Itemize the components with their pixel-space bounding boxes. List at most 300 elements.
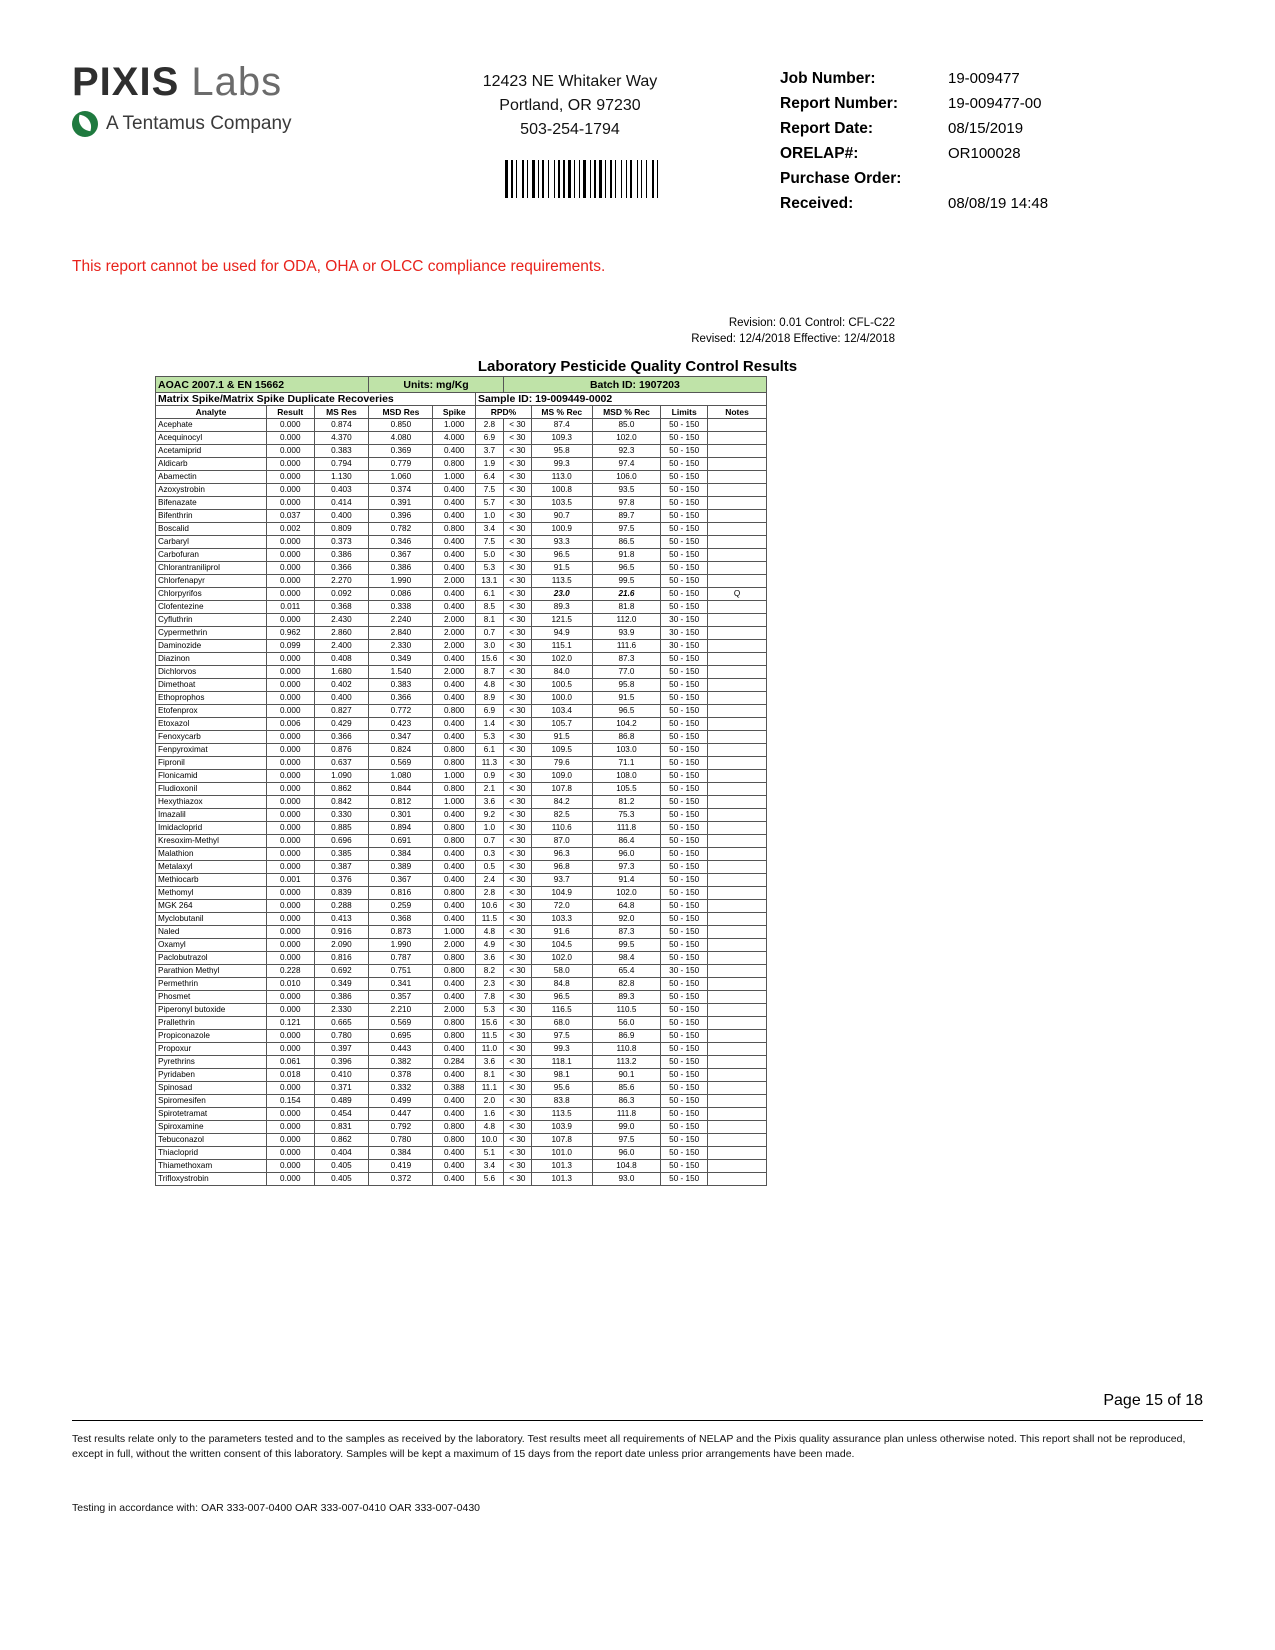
analyte-name: Fludioxonil bbox=[156, 783, 267, 796]
logo-tagline: A Tentamus Company bbox=[106, 113, 292, 134]
cell-value: 0.809 bbox=[314, 523, 369, 536]
cell-value: 0.383 bbox=[369, 679, 433, 692]
cell-value bbox=[708, 913, 767, 926]
cell-value: 50 - 150 bbox=[661, 861, 708, 874]
cell-value bbox=[708, 536, 767, 549]
cell-value: 0.338 bbox=[369, 601, 433, 614]
cell-value: 68.0 bbox=[531, 1017, 592, 1030]
cell-value: 58.0 bbox=[531, 965, 592, 978]
cell-value bbox=[708, 1082, 767, 1095]
table-row bbox=[156, 1030, 767, 1043]
cell-value bbox=[708, 835, 767, 848]
footer-testing-standards: Testing in accordance with: OAR 333-007-0400 OAR 333-007-0410 OAR 333-007-0430 bbox=[72, 1502, 480, 1514]
logo-wordmark bbox=[72, 60, 372, 105]
cell-value bbox=[708, 770, 767, 783]
cell-value: 91.5 bbox=[531, 731, 592, 744]
cell-value: < 30 bbox=[503, 627, 531, 640]
analyte-name: Prallethrin bbox=[156, 1017, 267, 1030]
cell-value: 103.3 bbox=[531, 913, 592, 926]
cell-value: < 30 bbox=[503, 471, 531, 484]
cell-value: 113.5 bbox=[531, 1108, 592, 1121]
cell-value: 0.400 bbox=[433, 484, 476, 497]
cell-value: 0.779 bbox=[369, 458, 433, 471]
cell-value: 0.400 bbox=[433, 510, 476, 523]
cell-value: 0.410 bbox=[314, 1069, 369, 1082]
table-row bbox=[156, 679, 767, 692]
cell-value: < 30 bbox=[503, 861, 531, 874]
analyte-name: Spiromesifen bbox=[156, 1095, 267, 1108]
cell-value: 0.000 bbox=[267, 484, 315, 497]
cell-value bbox=[708, 1134, 767, 1147]
analyte-name: Trifloxystrobin bbox=[156, 1173, 267, 1186]
meta-row-report-number bbox=[780, 95, 1210, 113]
cell-value bbox=[708, 1095, 767, 1108]
cell-value: 96.5 bbox=[531, 549, 592, 562]
cell-value: 56.0 bbox=[592, 1017, 661, 1030]
cell-value: 50 - 150 bbox=[661, 1121, 708, 1134]
cell-value: 0.388 bbox=[433, 1082, 476, 1095]
cell-value: 0.400 bbox=[433, 445, 476, 458]
cell-value: 0.367 bbox=[369, 874, 433, 887]
cell-value: 0.000 bbox=[267, 1030, 315, 1043]
meta-row-orelap bbox=[780, 145, 1210, 163]
cell-value: 0.349 bbox=[369, 653, 433, 666]
table-row bbox=[156, 939, 767, 952]
cell-value: < 30 bbox=[503, 523, 531, 536]
cell-value: 50 - 150 bbox=[661, 1082, 708, 1095]
cell-value: 102.0 bbox=[531, 653, 592, 666]
cell-value: 8.5 bbox=[475, 601, 503, 614]
cell-value: < 30 bbox=[503, 718, 531, 731]
cell-value: 86.9 bbox=[592, 1030, 661, 1043]
cell-value: 0.000 bbox=[267, 614, 315, 627]
cell-value: 1.990 bbox=[369, 939, 433, 952]
table-row bbox=[156, 1017, 767, 1030]
cell-value: 3.6 bbox=[475, 796, 503, 809]
company-logo bbox=[72, 60, 372, 137]
cell-value: 0.862 bbox=[314, 783, 369, 796]
cell-value: 0.386 bbox=[314, 991, 369, 1004]
cell-value: < 30 bbox=[503, 588, 531, 601]
address-line-1: 12423 NE Whitaker Way bbox=[482, 73, 658, 90]
cell-value bbox=[708, 601, 767, 614]
cell-value: 87.3 bbox=[592, 653, 661, 666]
compliance-notice: This report cannot be used for ODA, OHA or OLCC compliance requirements. bbox=[72, 258, 606, 275]
cell-value: 0.386 bbox=[369, 562, 433, 575]
cell-value: 0.873 bbox=[369, 926, 433, 939]
table-row bbox=[156, 1069, 767, 1082]
cell-value: 0.800 bbox=[433, 965, 476, 978]
cell-value: 0.844 bbox=[369, 783, 433, 796]
cell-value: 0.404 bbox=[314, 1147, 369, 1160]
table-header-row bbox=[156, 406, 767, 419]
table-title: Laboratory Pesticide Quality Control Results bbox=[477, 358, 798, 375]
cell-value: 5.6 bbox=[475, 1173, 503, 1186]
table-row bbox=[156, 1147, 767, 1160]
cell-value: 91.4 bbox=[592, 874, 661, 887]
cell-value: 0.800 bbox=[433, 1134, 476, 1147]
cell-value: 81.8 bbox=[592, 601, 661, 614]
cell-value bbox=[708, 562, 767, 575]
table-subband-row bbox=[156, 393, 767, 406]
cell-value: 1.540 bbox=[369, 666, 433, 679]
cell-value: 115.1 bbox=[531, 640, 592, 653]
meta-label: ORELAP#: bbox=[780, 145, 859, 162]
cell-value: 0.397 bbox=[314, 1043, 369, 1056]
cell-value: 0.391 bbox=[369, 497, 433, 510]
meta-value: 08/08/19 14:48 bbox=[948, 195, 1049, 212]
cell-value: 0.400 bbox=[433, 718, 476, 731]
cell-value bbox=[708, 445, 767, 458]
cell-value bbox=[708, 822, 767, 835]
cell-value: 9.2 bbox=[475, 809, 503, 822]
cell-value: 0.000 bbox=[267, 536, 315, 549]
cell-value: 0.400 bbox=[433, 809, 476, 822]
cell-value: 0.010 bbox=[267, 978, 315, 991]
cell-value: 2.000 bbox=[433, 939, 476, 952]
cell-value: 0.400 bbox=[433, 497, 476, 510]
cell-value: 1.680 bbox=[314, 666, 369, 679]
cell-value: 0.569 bbox=[369, 1017, 433, 1030]
cell-value bbox=[708, 471, 767, 484]
cell-value: 0.800 bbox=[433, 952, 476, 965]
cell-value: 0.301 bbox=[369, 809, 433, 822]
cell-value: 0.000 bbox=[267, 445, 315, 458]
cell-value: < 30 bbox=[503, 549, 531, 562]
cell-value: 30 - 150 bbox=[661, 965, 708, 978]
cell-value bbox=[708, 874, 767, 887]
analyte-name: Spirotetramat bbox=[156, 1108, 267, 1121]
cell-value: 0.000 bbox=[267, 809, 315, 822]
cell-value: 7.5 bbox=[475, 536, 503, 549]
cell-value: 50 - 150 bbox=[661, 419, 708, 432]
column-header-ms-res: MS Res bbox=[314, 406, 369, 419]
footer-disclaimer: Test results relate only to the parameters tested and to the samples as received by the laboratory. Test results meet all requirements of NELAP and the Pixis quality assurance plan unless otherwise noted. This report shall not be reproduced, except in full, without the written consent of this laboratory. Samples will be kept a maximum of 15 days from the report date unless prior arrangements have been made. bbox=[72, 1433, 1186, 1461]
cell-value: 50 - 150 bbox=[661, 718, 708, 731]
cell-value: 103.0 bbox=[592, 744, 661, 757]
cell-value: 0.429 bbox=[314, 718, 369, 731]
cell-value: 0.000 bbox=[267, 731, 315, 744]
analyte-name: Spinosad bbox=[156, 1082, 267, 1095]
analyte-name: Pyridaben bbox=[156, 1069, 267, 1082]
cell-value: 0.9 bbox=[475, 770, 503, 783]
analyte-name: Spiroxamine bbox=[156, 1121, 267, 1134]
address-line-2: Portland, OR 97230 bbox=[499, 97, 641, 114]
cell-value bbox=[708, 627, 767, 640]
cell-value bbox=[708, 1069, 767, 1082]
cell-value: 0.000 bbox=[267, 848, 315, 861]
cell-value: 50 - 150 bbox=[661, 1017, 708, 1030]
cell-value: 2.400 bbox=[314, 640, 369, 653]
cell-value: 50 - 150 bbox=[661, 1043, 708, 1056]
cell-value: 0.400 bbox=[433, 913, 476, 926]
cell-value: 11.3 bbox=[475, 757, 503, 770]
table-row bbox=[156, 1108, 767, 1121]
cell-value: 96.8 bbox=[531, 861, 592, 874]
barcode-bar bbox=[626, 160, 627, 198]
cell-value: < 30 bbox=[503, 601, 531, 614]
cell-value: 111.8 bbox=[592, 1108, 661, 1121]
cell-value: < 30 bbox=[503, 939, 531, 952]
column-header-notes: Notes bbox=[708, 406, 767, 419]
cell-value: 110.6 bbox=[531, 822, 592, 835]
cell-value bbox=[708, 952, 767, 965]
cell-value: 0.000 bbox=[267, 562, 315, 575]
cell-value: 90.1 bbox=[592, 1069, 661, 1082]
table-row bbox=[156, 510, 767, 523]
cell-value: 0.092 bbox=[314, 588, 369, 601]
cell-value: 0.800 bbox=[433, 1030, 476, 1043]
cell-value: 95.8 bbox=[531, 445, 592, 458]
cell-value bbox=[708, 1043, 767, 1056]
cell-value: 107.8 bbox=[531, 783, 592, 796]
cell-value: < 30 bbox=[503, 1160, 531, 1173]
barcode-bar bbox=[652, 160, 654, 198]
cell-value: < 30 bbox=[503, 848, 531, 861]
analyte-name: Bifenthrin bbox=[156, 510, 267, 523]
cell-value: 0.086 bbox=[369, 588, 433, 601]
barcode-bar bbox=[542, 160, 544, 198]
cell-value: 99.0 bbox=[592, 1121, 661, 1134]
column-header-rpd-: RPD% bbox=[475, 406, 531, 419]
cell-value: 50 - 150 bbox=[661, 562, 708, 575]
cell-value: 0.000 bbox=[267, 471, 315, 484]
cell-value: 0.400 bbox=[433, 731, 476, 744]
cell-value: 50 - 150 bbox=[661, 1056, 708, 1069]
cell-value: 112.0 bbox=[592, 614, 661, 627]
cell-value: 97.4 bbox=[592, 458, 661, 471]
cell-value: 64.8 bbox=[592, 900, 661, 913]
cell-value: 11.1 bbox=[475, 1082, 503, 1095]
cell-value: 92.0 bbox=[592, 913, 661, 926]
analyte-name: Etoxazol bbox=[156, 718, 267, 731]
cell-value: < 30 bbox=[503, 1069, 531, 1082]
cell-value bbox=[708, 1017, 767, 1030]
revision-line-1: Revision: 0.01 Control: CFL-C22 bbox=[728, 317, 895, 329]
cell-value bbox=[708, 549, 767, 562]
cell-value: 4.000 bbox=[433, 432, 476, 445]
table-row bbox=[156, 1082, 767, 1095]
cell-value: 50 - 150 bbox=[661, 939, 708, 952]
cell-value: < 30 bbox=[503, 991, 531, 1004]
cell-value: 0.794 bbox=[314, 458, 369, 471]
table-row bbox=[156, 822, 767, 835]
cell-value: 0.414 bbox=[314, 497, 369, 510]
barcode-bar bbox=[548, 160, 549, 198]
table-row bbox=[156, 796, 767, 809]
analyte-name: Carbofuran bbox=[156, 549, 267, 562]
table-row bbox=[156, 588, 767, 601]
cell-value: 50 - 150 bbox=[661, 497, 708, 510]
cell-value: 2.860 bbox=[314, 627, 369, 640]
cell-value: 85.6 bbox=[592, 1082, 661, 1095]
cell-value bbox=[708, 523, 767, 536]
cell-value: 0.423 bbox=[369, 718, 433, 731]
barcode-bar bbox=[630, 160, 632, 198]
cell-value: 97.3 bbox=[592, 861, 661, 874]
table-row bbox=[156, 614, 767, 627]
cell-value: 0.288 bbox=[314, 900, 369, 913]
cell-value: 0.000 bbox=[267, 783, 315, 796]
cell-value: 92.3 bbox=[592, 445, 661, 458]
cell-value: < 30 bbox=[503, 835, 531, 848]
cell-value: 0.000 bbox=[267, 575, 315, 588]
cell-value: 3.6 bbox=[475, 952, 503, 965]
cell-value: 95.6 bbox=[531, 1082, 592, 1095]
table-row bbox=[156, 718, 767, 731]
cell-value: 96.0 bbox=[592, 848, 661, 861]
cell-value: 0.850 bbox=[369, 419, 433, 432]
cell-value: 0.800 bbox=[433, 783, 476, 796]
analyte-name: Methomyl bbox=[156, 887, 267, 900]
analyte-name: Ethoprophos bbox=[156, 692, 267, 705]
cell-value: 0.5 bbox=[475, 861, 503, 874]
cell-value: 79.6 bbox=[531, 757, 592, 770]
cell-value: 109.5 bbox=[531, 744, 592, 757]
cell-value: 110.8 bbox=[592, 1043, 661, 1056]
barcode-bar bbox=[558, 160, 560, 198]
cell-value: 91.5 bbox=[531, 562, 592, 575]
cell-value: 1.060 bbox=[369, 471, 433, 484]
cell-value: 6.9 bbox=[475, 432, 503, 445]
analyte-name: Kresoxim-Methyl bbox=[156, 835, 267, 848]
cell-value bbox=[708, 1030, 767, 1043]
cell-value: 0.400 bbox=[433, 1069, 476, 1082]
barcode-bar bbox=[579, 160, 580, 198]
cell-value: < 30 bbox=[503, 978, 531, 991]
table-row bbox=[156, 601, 767, 614]
cell-value bbox=[708, 887, 767, 900]
cell-value: 50 - 150 bbox=[661, 1108, 708, 1121]
table-row bbox=[156, 965, 767, 978]
cell-value: 50 - 150 bbox=[661, 952, 708, 965]
cell-value: 2.8 bbox=[475, 887, 503, 900]
cell-value: 10.0 bbox=[475, 1134, 503, 1147]
cell-value: 90.7 bbox=[531, 510, 592, 523]
meta-label: Purchase Order: bbox=[780, 170, 902, 187]
cell-value: 0.400 bbox=[314, 692, 369, 705]
cell-value: 121.5 bbox=[531, 614, 592, 627]
analyte-name: Hexythiazox bbox=[156, 796, 267, 809]
cell-value: 2.000 bbox=[433, 640, 476, 653]
cell-value: 50 - 150 bbox=[661, 835, 708, 848]
cell-value: 1.090 bbox=[314, 770, 369, 783]
cell-value: 5.7 bbox=[475, 497, 503, 510]
meta-label: Job Number: bbox=[780, 70, 876, 87]
cell-value: 2.000 bbox=[433, 627, 476, 640]
cell-value: 96.5 bbox=[592, 705, 661, 718]
cell-value bbox=[708, 666, 767, 679]
cell-value: 0.284 bbox=[433, 1056, 476, 1069]
cell-value: 0.011 bbox=[267, 601, 315, 614]
cell-value: 104.2 bbox=[592, 718, 661, 731]
cell-value: 2.3 bbox=[475, 978, 503, 991]
cell-value: 0.831 bbox=[314, 1121, 369, 1134]
analyte-name: Carbaryl bbox=[156, 536, 267, 549]
cell-value: 50 - 150 bbox=[661, 822, 708, 835]
cell-value: 0.816 bbox=[314, 952, 369, 965]
cell-value: 3.6 bbox=[475, 1056, 503, 1069]
cell-value: 4.080 bbox=[369, 432, 433, 445]
cell-value: 50 - 150 bbox=[661, 874, 708, 887]
cell-value: 0.812 bbox=[369, 796, 433, 809]
cell-value: < 30 bbox=[503, 783, 531, 796]
cell-value: 97.5 bbox=[592, 1134, 661, 1147]
barcode-bar bbox=[594, 160, 596, 198]
barcode-bar bbox=[538, 160, 539, 198]
cell-value: 71.1 bbox=[592, 757, 661, 770]
analyte-name: Clofentezine bbox=[156, 601, 267, 614]
cell-value: 0.692 bbox=[314, 965, 369, 978]
cell-value: 0.400 bbox=[433, 848, 476, 861]
cell-value: 75.3 bbox=[592, 809, 661, 822]
cell-value bbox=[708, 1056, 767, 1069]
meta-value: 08/15/2019 bbox=[948, 120, 1024, 137]
analyte-name: Malathion bbox=[156, 848, 267, 861]
cell-value: 1.0 bbox=[475, 510, 503, 523]
cell-value: < 30 bbox=[503, 458, 531, 471]
cell-value: 4.9 bbox=[475, 939, 503, 952]
cell-value: 0.061 bbox=[267, 1056, 315, 1069]
cell-value: 0.862 bbox=[314, 1134, 369, 1147]
cell-value: 0.366 bbox=[314, 731, 369, 744]
cell-value: 0.696 bbox=[314, 835, 369, 848]
analyte-name: Azoxystrobin bbox=[156, 484, 267, 497]
cell-value: 0.000 bbox=[267, 1004, 315, 1017]
cell-value bbox=[708, 1160, 767, 1173]
analyte-name: Pyrethrins bbox=[156, 1056, 267, 1069]
cell-value: 50 - 150 bbox=[661, 549, 708, 562]
cell-value: 86.4 bbox=[592, 835, 661, 848]
cell-value: 1.9 bbox=[475, 458, 503, 471]
cell-value: 0.787 bbox=[369, 952, 433, 965]
table-row bbox=[156, 783, 767, 796]
analyte-name: Thiamethoxam bbox=[156, 1160, 267, 1173]
table-row bbox=[156, 523, 767, 536]
cell-value: 2.8 bbox=[475, 419, 503, 432]
table-row bbox=[156, 536, 767, 549]
cell-value: 0.000 bbox=[267, 588, 315, 601]
cell-value: < 30 bbox=[503, 1082, 531, 1095]
table-row bbox=[156, 1160, 767, 1173]
cell-value: 0.454 bbox=[314, 1108, 369, 1121]
table-row bbox=[156, 991, 767, 1004]
barcode-bar bbox=[522, 160, 524, 198]
cell-value: 0.341 bbox=[369, 978, 433, 991]
logo-labs-text: Labs bbox=[179, 60, 283, 104]
cell-value: 0.384 bbox=[369, 1147, 433, 1160]
cell-value: 50 - 150 bbox=[661, 471, 708, 484]
cell-value: 0.368 bbox=[314, 601, 369, 614]
cell-value bbox=[708, 848, 767, 861]
table-row bbox=[156, 1134, 767, 1147]
cell-value: 0.800 bbox=[433, 1017, 476, 1030]
cell-value bbox=[708, 861, 767, 874]
cell-value: < 30 bbox=[503, 952, 531, 965]
cell-value: 50 - 150 bbox=[661, 653, 708, 666]
cell-value: 3.4 bbox=[475, 1160, 503, 1173]
cell-value: 0.000 bbox=[267, 497, 315, 510]
cell-value: 104.5 bbox=[531, 939, 592, 952]
barcode-bar bbox=[554, 160, 555, 198]
cell-value: 0.691 bbox=[369, 835, 433, 848]
cell-value: < 30 bbox=[503, 926, 531, 939]
cell-value: 50 - 150 bbox=[661, 744, 708, 757]
cell-value: 50 - 150 bbox=[661, 783, 708, 796]
table-row bbox=[156, 1173, 767, 1186]
cell-value: 85.0 bbox=[592, 419, 661, 432]
cell-value: 2.090 bbox=[314, 939, 369, 952]
